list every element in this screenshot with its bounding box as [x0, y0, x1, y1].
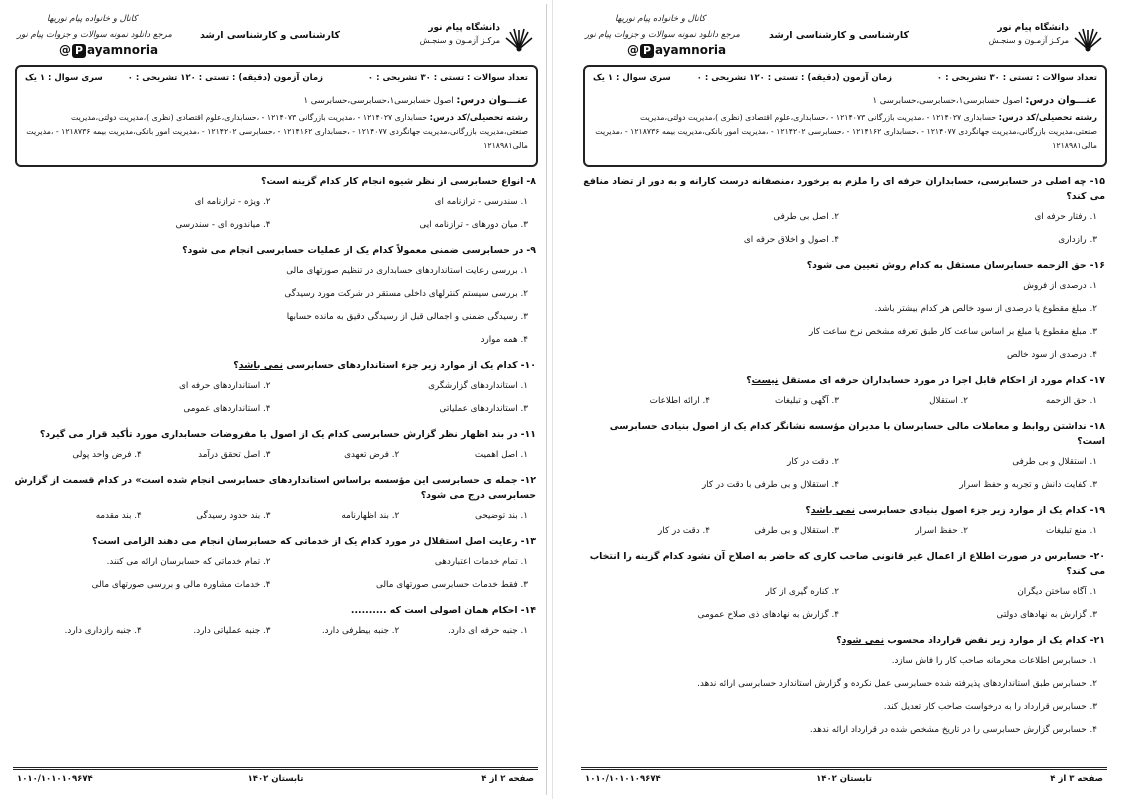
option[interactable]: ۴. اصول و اخلاق حرفه ای [743, 235, 839, 245]
question-count: تعداد سوالات : تستی : ۳۰ تشریحی : ۰ [367, 73, 528, 83]
option[interactable]: ۲. اصل بی طرفی [773, 212, 839, 222]
page-footer [581, 767, 1107, 784]
option[interactable]: ۳. آگهی و تبلیغات [774, 396, 839, 406]
question-13: ۱۳-رعایت اصل استقلال در مورد کدام یک از خدماتی که حسابرسان انجام می دهند الزامی است؟ ۱. تمام خدمات اعتباردهی ۲. تمام خدماتی که حسابرسان ارائه می کنند. ۳. فقط خدمات حسابرسی صورتهای مالی ۴. خدمات مشاوره مالی و بررسی صورتهای مالی [13, 534, 536, 600]
question-12: ۱۲-جمله ی حسابرسی این مؤسسه براساس استانداردهای حسابرسی انجام شده است» در کدام قسمت از گزارش حسابرسی درج می شود؟ ۱. بند توضیحی ۲. بند اظهارنامه ۳. بند حدود رسیدگی ۴. بند مقدمه [13, 473, 536, 531]
promo-download-line: مرجع دانلود نمونه سوالات و جزوات پیام نور [17, 30, 172, 40]
question-11: ۱۱-در بند اظهار نظر گزارش حسابرسی کدام یک از اصول یا مفروضات حسابداری مورد تأکید قرار می گیرد؟ ۱. اصل اهمیت ۲. فرض تعهدی ۳. اصل تحقق درآمد ۴. فرض واحد پولی [13, 427, 536, 470]
exam-page-2 [5, 4, 547, 795]
question-15: ۱۵-چه اصلی در حسابرسی، حسابداران حرفه ای را ملزم به برخورد ،منصفانه درست کارانه و به دور از تضاد منافع می کند؟ ۱. رفتار حرفه ای ۲. اصل بی طرفی ۳. رازداری ۴. اصول و اخلاق حرفه ای [581, 174, 1105, 255]
option[interactable]: ۲. جنبه بیطرفی دارد. [321, 626, 400, 636]
promo-channel-line: کانال و خانواده پیام نوریها [47, 14, 138, 24]
option[interactable]: ۲. تمام خدماتی که حسابرسان ارائه می کنند. [106, 557, 271, 567]
option[interactable]: ۳. فقط خدمات حسابرسی صورتهای مالی [376, 580, 528, 590]
option[interactable]: ۳. رازداری [1058, 235, 1097, 245]
option[interactable]: ۴. ارائه اطلاعات [649, 396, 710, 406]
option[interactable]: ۲. ویژه - ترازنامه ای [194, 197, 271, 207]
option[interactable]: ۴. حسابرس گزارش حسابرسی را در تاریخ مشخص شده در قرارداد ارائه ندهد. [809, 725, 1097, 735]
option[interactable]: ۲. استانداردهای حرفه ای [179, 381, 271, 391]
question-count: تعداد سوالات : تستی : ۳۰ تشریحی : ۰ [936, 73, 1097, 83]
option[interactable]: ۴. گزارش به نهادهای ذی صلاح عمومی [697, 610, 839, 620]
question-series: سری سوال : ۱ یک [25, 73, 103, 83]
question-text: چه اصلی در حسابرسی، حسابداران حرفه ای را ملزم به برخورد ،منصفانه درست کارانه و به دور از تضاد منافع می کند؟ [583, 176, 1105, 202]
option[interactable]: ۴. بند مقدمه [95, 511, 142, 521]
question-emphasis: نیست [751, 375, 779, 386]
question-text: کدام مورد از احکام قابل اجرا در مورد حسابداران حرفه ای مستقل [781, 375, 1087, 386]
option[interactable]: ۱. رفتار حرفه ای [1034, 212, 1097, 222]
exam-center-name: مرکـز آزمـون و سنجـش [988, 36, 1069, 45]
page-separator [552, 0, 553, 799]
question-emphasis: نمی باشد [810, 505, 856, 516]
promo-channel-line: کانال و خانواده پیام نوریها [615, 14, 706, 24]
question-14: ۱۴-احکام همان اصولی است که .......... ۱. جنبه حرفه ای دارد. ۲. جنبه بیطرفی دارد. ۳. جنبه عملیاتی دارد. ۴. جنبه رازداری دارد. [13, 603, 536, 646]
option[interactable]: ۴. میاندوره ای - سندرسی [175, 220, 271, 230]
option[interactable]: ۲. فرض تعهدی [344, 450, 400, 460]
option[interactable]: ۲. استقلال [929, 396, 968, 406]
question-8: ۸-انواع حسابرسی از نظر شیوه انجام کار کدام گزینه است؟ ۱. سندرسی - ترازنامه ای ۲. ویژه - ترازنامه ای ۳. میان دورهای - ترازنامه ایی ۴. میاندوره ای - سندرسی [13, 174, 536, 240]
question-text: نداشتن روابط و معاملات مالی حسابرسان با مدیران مؤسسه نشانگر کدام یک از اصول بنیادی حسابرسی است؟ [609, 421, 1105, 447]
question-series: سری سوال : ۱ یک [593, 73, 671, 83]
option[interactable]: ۴. استقلال و بی طرفی با دقت در کار [701, 480, 839, 490]
question-16: ۱۶-حق الزحمه حسابرسان مستقل به کدام روش تعیین می شود؟ ۱. درصدی از فروش ۲. مبلغ مقطوع یا درصدی از سود خالص هر کدام بیشتر باشد. ۳. مبلغ مقطوع یا مبلغ بر اساس ساعت کار طبق تعرفه مشخص نرخ ساعت کار ۴. درصدی از سود خالص [581, 258, 1105, 370]
option[interactable]: ۲. بررسی سیستم کنترلهای داخلی مستقر در شرکت مورد رسیدگی [284, 289, 528, 299]
option[interactable]: ۳. اصل تحقق درآمد [198, 450, 271, 460]
exam-info-box [583, 65, 1107, 167]
exam-page-3 [573, 4, 1115, 795]
option[interactable]: ۳. جنبه عملیاتی دارد. [193, 626, 271, 636]
question-text: کدام یک از موارد زیر جزء اصول بنیادی حسابرسی [858, 505, 1087, 516]
page-header [579, 8, 1109, 64]
option[interactable]: ۲. مبلغ مقطوع یا درصدی از سود خالص هر کدام بیشتر باشد. [874, 304, 1097, 314]
option[interactable]: ۴. دقت در کار [658, 526, 710, 536]
question-text: کدام یک از موارد زیر نقض قرارداد محسوب [887, 635, 1087, 646]
question-19: ۱۹-کدام یک از موارد زیر جزء اصول بنیادی حسابرسی نمی باشد؟ ۱. منع تبلیغات ۲. حفظ اسرار ۳. استقلال و بی طرفی ۴. دقت در کار [581, 503, 1105, 546]
option[interactable]: ۱. حق الزحمه [1045, 396, 1097, 406]
option[interactable]: ۱. استانداردهای گزارشگری [428, 381, 528, 391]
option[interactable]: ۱. بند توضیحی [475, 511, 528, 521]
question-emphasis: نمی باشد [238, 360, 283, 371]
page-header [11, 8, 540, 64]
option[interactable]: ۲. کناره گیری از کار [765, 587, 839, 597]
question-text: در حسابرسی ضمنی معمولاً کدام یک از عملیات حسابرسی انجام می شود؟ [182, 245, 524, 256]
question-18: ۱۸-نداشتن روابط و معاملات مالی حسابرسان با مدیران مؤسسه نشانگر کدام یک از اصول بنیادی حسابرسی است؟ ۱. استقلال و بی طرفی ۲. دقت در کار ۳. کفایت دانش و تجربه و حفظ اسرار ۴. استقلال و بی طرفی با دقت در کار [581, 419, 1105, 500]
question-text: کدام یک از موارد زیر جزء استانداردهای حسابرسی [286, 360, 518, 371]
question-9: ۹-در حسابرسی ضمنی معمولاً کدام یک از عملیات حسابرسی انجام می شود؟ ۱. بررسی رعایت استانداردهای حسابداری در تنظیم صورتهای مالی ۲. بررسی سیستم کنترلهای داخلی مستقر در شرکت مورد رسیدگی ۳. رسیدگی ضمنی و اجمالی قبل از رسیدگی دقیق به مانده حسابها ۴. همه موارد [13, 243, 536, 355]
question-text: حسابرس در صورت اطلاع از اعمال غیر قانونی صاحب کاری که حاضر به اصلاح آن نشود کدام گزینه را انتخاب می کند؟ [589, 551, 1105, 577]
university-logo-icon [504, 22, 534, 52]
option[interactable]: ۳. رسیدگی ضمنی و اجمالی قبل از رسیدگی دقیق به مانده حسابها [286, 312, 528, 322]
option[interactable]: ۲. حفظ اسرار [915, 526, 968, 536]
option[interactable]: ۳. کفایت دانش و تجربه و حفظ اسرار [959, 480, 1097, 490]
option[interactable]: ۱. جنبه حرفه ای دارد. [447, 626, 528, 636]
option[interactable]: ۴. فرض واحد پولی [72, 450, 142, 460]
option[interactable]: ۱. تمام خدمات اعتباردهی [434, 557, 528, 567]
question-text: در بند اظهار نظر گزارش حسابرسی کدام یک از اصول یا مفروضات حسابداری مورد تأکید قرار می گیرد؟ [39, 429, 518, 440]
option[interactable]: ۳. استقلال و بی طرفی [754, 526, 839, 536]
questions-list [13, 174, 536, 649]
option[interactable]: ۳. استانداردهای عملیاتی [439, 404, 528, 414]
course-title: عنـــوان درس: اصول حسابرسی۱،حسابرسی،حسابرسی ۱ [303, 95, 528, 106]
exam-code: ۱۰۱۰/۱۰۱۰۱۰۹۶۷۴ [585, 774, 661, 784]
exam-time: زمان آزمون (دقیقه) : تستی : ۱۲۰ تشریحی : ۰ [127, 73, 323, 83]
option[interactable]: ۱. آگاه ساختن دیگران [1017, 587, 1097, 597]
option[interactable]: ۱. اصل اهمیت [474, 450, 528, 460]
option[interactable]: ۴. جنبه رازداری دارد. [64, 626, 142, 636]
option[interactable]: ۴. همه موارد [480, 335, 528, 345]
option[interactable]: ۱. سندرسی - ترازنامه ای [434, 197, 528, 207]
exam-term: تابستان ۱۴۰۲ [816, 774, 872, 784]
university-name: دانشگاه پیام نور [997, 23, 1069, 33]
option[interactable]: ۱. استقلال و بی طرفی [1012, 457, 1097, 467]
option[interactable]: ۴. درصدی از سود خالص [1007, 350, 1097, 360]
question-21: ۲۱-کدام یک از موارد زیر نقض قرارداد محسوب نمی شود؟ ۱. حسابرس اطلاعات محرمانه صاحب کار را فاش سازد. ۲. حسابرس طبق استانداردهای پذیرفته شده حسابرسی عمل نکرده و گزارش استاندارد حسابرسی ارائه ندهد. ۳. حسابرس قرارداد را به درخواست صاحب کار تعدیل کند. ۴. حسابرس گزارش حسابرسی را در تاریخ مشخص شده در قرارداد ارائه ندهد. [581, 633, 1105, 745]
question-text: رعایت اصل استقلال در مورد کدام یک از خدماتی که حسابرسان انجام می دهند الزامی است؟ [92, 536, 518, 547]
option[interactable]: ۲. بند اظهارنامه [341, 511, 400, 521]
question-20: ۲۰-حسابرس در صورت اطلاع از اعمال غیر قانونی صاحب کاری که حاضر به اصلاح آن نشود کدام گزینه را انتخاب می کند؟ ۱. آگاه ساختن دیگران ۲. کناره گیری از کار ۳. گزارش به نهادهای دولتی ۴. گزارش به نهادهای ذی صلاح عمومی [581, 549, 1105, 630]
question-text: حق الزحمه حسابرسان مستقل به کدام روش تعیین می شود؟ [806, 260, 1087, 271]
exam-code: ۱۰۱۰/۱۰۱۰۱۰۹۶۷۴ [17, 774, 93, 784]
question-17: ۱۷-کدام مورد از احکام قابل اجرا در مورد حسابداران حرفه ای مستقل نیست؟ ۱. حق الزحمه ۲. استقلال ۳. آگهی و تبلیغات ۴. ارائه اطلاعات [581, 373, 1105, 416]
field-and-course-code: رشته تحصیلی/کد درس: حسابداری ۱۲۱۴۰۲۷ - ،مدیریت بازرگانی ۱۲۱۴۰۷۳ - ،حسابداری،علوم اقتصادی (نظری )،مدیریت دولتی،مدیریت صنعتی،مدیریت بازرگانی،مدیریت جهانگردی ۱۲۱۴۰۷۷ - ،حسابداری ۱۲۱۴۱۶۲ - ،حسابرسی ۱۲۱۴۲۰۲ - ،مدیریت امور بانکی،مدیریت بیمه ۱۲۱۸۷۳۶ - ،مدیریت مالی۱۲۱۸۹۸۱ [595, 113, 1097, 150]
page-footer [13, 767, 538, 784]
brand-handle: @ P ayamnoria [59, 43, 159, 57]
question-text: جمله ی حسابرسی این مؤسسه براساس استانداردهای حسابرسی انجام شده است» در کدام قسمت از گزارش حسابرسی درج می شود؟ [14, 475, 536, 501]
option[interactable]: ۳. حسابرس قرارداد را به درخواست صاحب کار تعدیل کند. [883, 702, 1097, 712]
exam-center-name: مرکـز آزمـون و سنجـش [419, 36, 500, 45]
promo-download-line: مرجع دانلود نمونه سوالات و جزوات پیام نور [585, 30, 740, 40]
option[interactable]: ۳. میان دورهای - ترازنامه ایی [419, 220, 528, 230]
option[interactable]: ۲. دقت در کار [787, 457, 839, 467]
exam-term: تابستان ۱۴۰۲ [247, 774, 304, 784]
university-name: دانشگاه پیام نور [428, 23, 500, 33]
degree-level: کارشناسی و کارشناسی ارشد [200, 30, 340, 41]
degree-level: کارشناسی و کارشناسی ارشد [769, 30, 909, 41]
question-10: ۱۰-کدام یک از موارد زیر جزء استانداردهای حسابرسی نمی باشد؟ ۱. استانداردهای گزارشگری ۲. استانداردهای حرفه ای ۳. استانداردهای عملیاتی ۴. استانداردهای عمومی [13, 358, 536, 424]
question-emphasis: نمی شود [841, 635, 885, 646]
option[interactable]: ۴. استانداردهای عمومی [183, 404, 271, 414]
page-number: صفحه ۲ از ۴ [481, 774, 534, 784]
page-number: صفحه ۳ از ۴ [1050, 774, 1103, 784]
question-text: احکام همان اصولی است که .......... [350, 605, 518, 616]
option[interactable]: ۱. بررسی رعایت استانداردهای حسابداری در تنظیم صورتهای مالی [286, 266, 528, 276]
option[interactable]: ۱. درصدی از فروش [1023, 281, 1097, 291]
course-title: عنـــوان درس: اصول حسابرسی۱،حسابرسی،حسابرسی ۱ [872, 95, 1097, 106]
exam-info-box [15, 65, 538, 167]
field-and-course-code: رشته تحصیلی/کد درس: حسابداری ۱۲۱۴۰۲۷ - ،مدیریت بازرگانی ۱۲۱۴۰۷۳ - ،حسابداری،علوم اقتصادی (نظری )،مدیریت دولتی،مدیریت صنعتی،مدیریت بازرگانی،مدیریت جهانگردی ۱۲۱۴۰۷۷ - ،حسابداری ۱۲۱۴۱۶۲ - ،حسابرسی ۱۲۱۴۲۰۲ - ،مدیریت امور بانکی،مدیریت بیمه ۱۲۱۸۷۳۶ - ،مدیریت مالی۱۲۱۸۹۸۱ [26, 113, 528, 150]
exam-time: زمان آزمون (دقیقه) : تستی : ۱۲۰ تشریحی : ۰ [696, 73, 892, 83]
option[interactable]: ۳. گزارش به نهادهای دولتی [996, 610, 1097, 620]
option[interactable]: ۳. بند حدود رسیدگی [196, 511, 271, 521]
option[interactable]: ۱. حسابرس اطلاعات محرمانه صاحب کار را فاش سازد. [891, 656, 1097, 666]
option[interactable]: ۴. خدمات مشاوره مالی و بررسی صورتهای مالی [91, 580, 271, 590]
university-logo-icon [1073, 22, 1103, 52]
brand-handle: @ P ayamnoria [627, 43, 727, 57]
question-text: انواع حسابرسی از نظر شیوه انجام کار کدام گزینه است؟ [261, 176, 524, 187]
option[interactable]: ۲. حسابرس طبق استانداردهای پذیرفته شده حسابرسی عمل نکرده و گزارش استاندارد حسابرسی ارائه ندهد. [697, 679, 1097, 689]
option[interactable]: ۱. منع تبلیغات [1045, 526, 1097, 536]
questions-list [581, 174, 1105, 748]
option[interactable]: ۳. مبلغ مقطوع یا مبلغ بر اساس ساعت کار طبق تعرفه مشخص نرخ ساعت کار [809, 327, 1097, 337]
